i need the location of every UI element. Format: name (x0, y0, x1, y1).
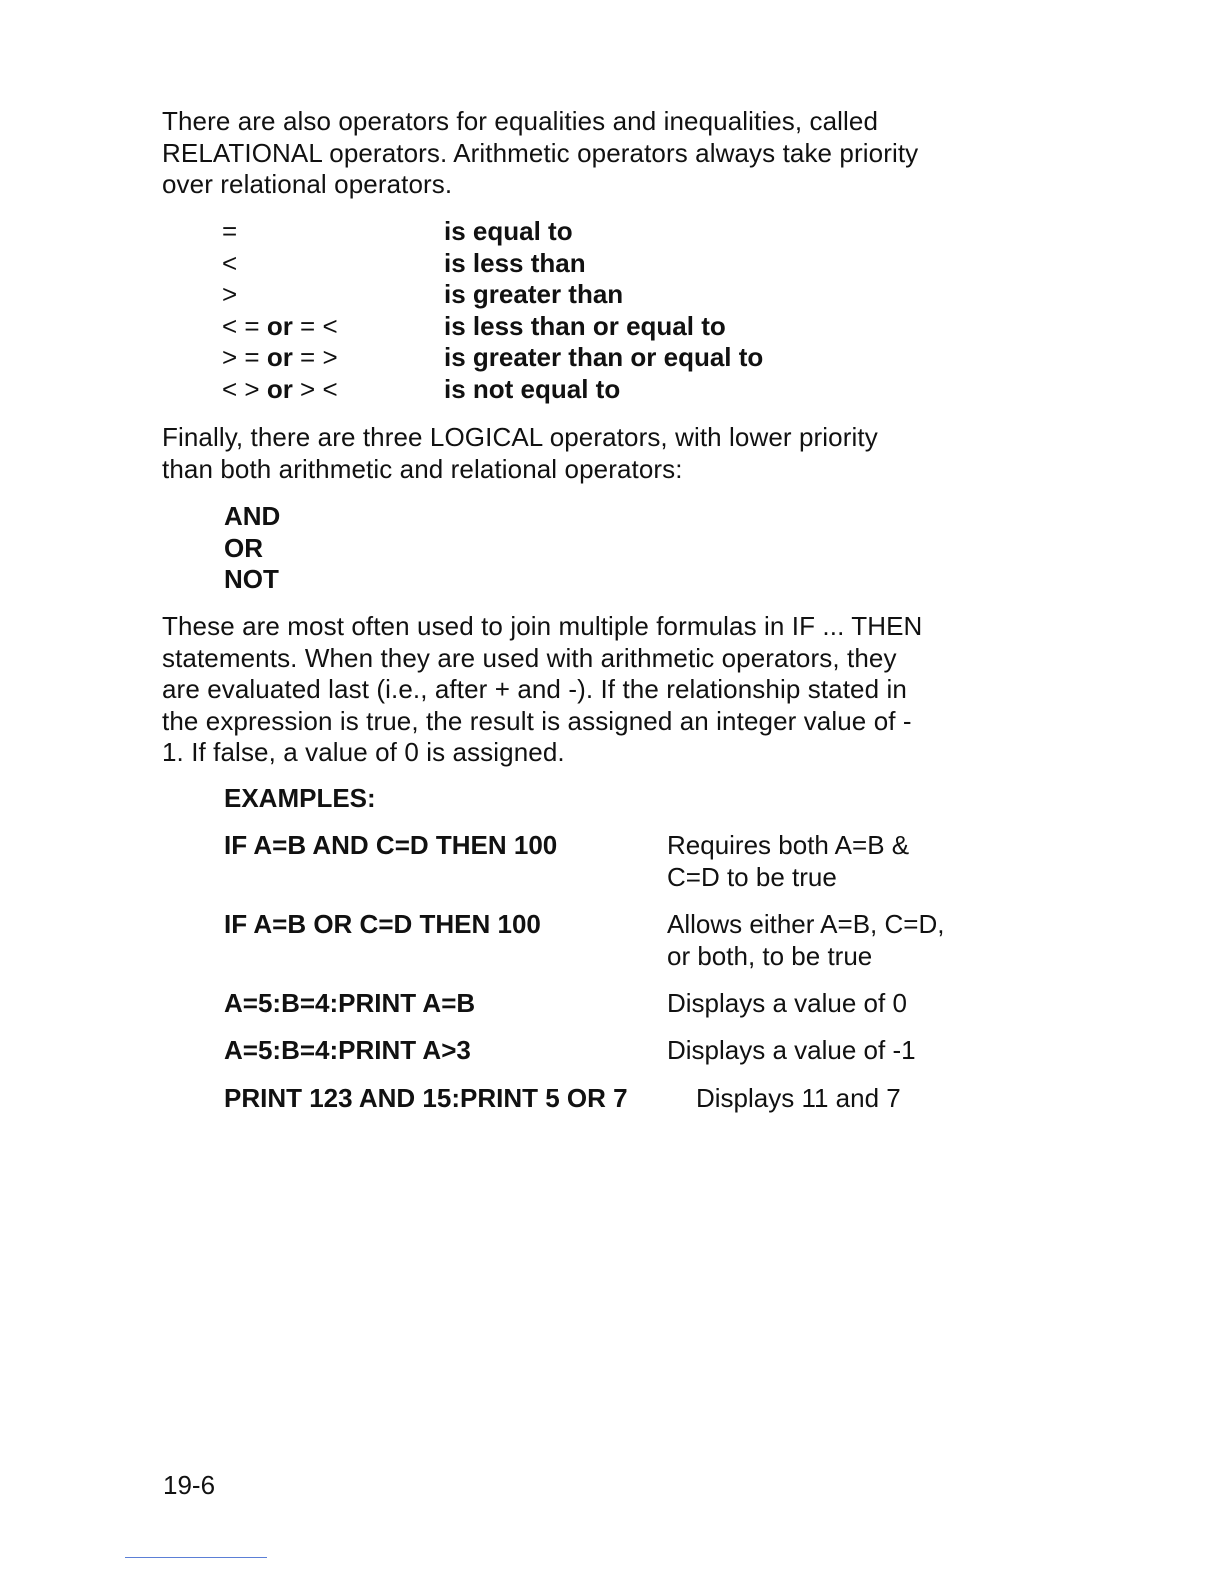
bottom-rule-divider (125, 1557, 267, 1558)
operator-symbol: < = or = < (222, 310, 338, 341)
example-description (667, 909, 944, 972)
description-line: Displays a value of 0 (667, 988, 907, 1018)
paragraph-line: There are also operators for equalities and inequalities, called (162, 106, 879, 136)
relational-operators-table (222, 216, 922, 406)
description-line: or both, to be true (667, 940, 873, 971)
logical-operator: AND (224, 501, 281, 531)
operator-symbol: > = or = > (222, 342, 338, 373)
operator-meaning: is greater than or equal to (444, 342, 764, 373)
paragraph-line: over relational operators. (162, 169, 453, 199)
description-line: Displays a value of -1 (667, 1035, 916, 1065)
example-code: PRINT 123 AND 15:PRINT 5 OR 7 (224, 1083, 628, 1113)
description-line: Requires both A=B & (667, 830, 910, 860)
operator-meaning: is less than (444, 247, 586, 278)
paragraph-line: are evaluated last (i.e., after + and -). If the relationship stated in (162, 674, 907, 704)
example-code: A=5:B=4:PRINT A>3 (224, 1035, 471, 1065)
logical-operator: NOT (224, 564, 279, 594)
operator-symbol: < (222, 247, 238, 278)
usage-paragraph (162, 611, 1002, 769)
description-line: C=D to be true (667, 861, 837, 892)
example-code: A=5:B=4:PRINT A=B (224, 988, 476, 1018)
description-line: Displays 11 and 7 (696, 1083, 901, 1113)
relational-operator-row (222, 374, 922, 406)
paragraph-line: These are most often used to join multiple formulas in IF ... THEN (162, 611, 923, 641)
logical-operator: OR (224, 532, 263, 563)
paragraph-line: 1. If false, a value of 0 is assigned. (162, 737, 565, 767)
relational-operator-row (222, 216, 922, 248)
operator-symbol: < > or > < (222, 373, 338, 404)
description-line: Allows either A=B, C=D, (667, 909, 945, 939)
example-code: IF A=B AND C=D THEN 100 (224, 830, 558, 860)
paragraph-line: the expression is true, the result is assigned an integer value of - (162, 705, 912, 736)
operator-symbol: = (222, 216, 238, 246)
page-number: 19-6 (163, 1470, 216, 1500)
examples-heading: EXAMPLES: (224, 783, 376, 813)
relational-operator-row (222, 248, 922, 280)
operator-symbol: > (222, 279, 238, 310)
logical-intro-paragraph (162, 422, 1002, 485)
intro-paragraph (162, 106, 1002, 201)
relational-operator-row (222, 311, 922, 343)
operator-meaning: is greater than (444, 279, 624, 310)
paragraph-line: statements. When they are used with arithmetic operators, they (162, 642, 897, 673)
logical-operators-list (224, 501, 280, 596)
operator-meaning: is not equal to (444, 373, 621, 404)
operator-meaning: is equal to (444, 216, 573, 246)
paragraph-line: RELATIONAL operators. Arithmetic operators always take priority (162, 137, 919, 168)
paragraph-line: Finally, there are three LOGICAL operators, with lower priority (162, 422, 878, 452)
example-code: IF A=B OR C=D THEN 100 (224, 909, 541, 939)
operator-meaning: is less than or equal to (444, 310, 726, 341)
example-description (667, 988, 907, 1020)
example-description (667, 1035, 916, 1067)
paragraph-line: than both arithmetic and relational operators: (162, 453, 683, 484)
example-description (696, 1083, 901, 1115)
relational-operator-row (222, 279, 922, 311)
relational-operator-row (222, 342, 922, 374)
example-description (667, 830, 909, 893)
